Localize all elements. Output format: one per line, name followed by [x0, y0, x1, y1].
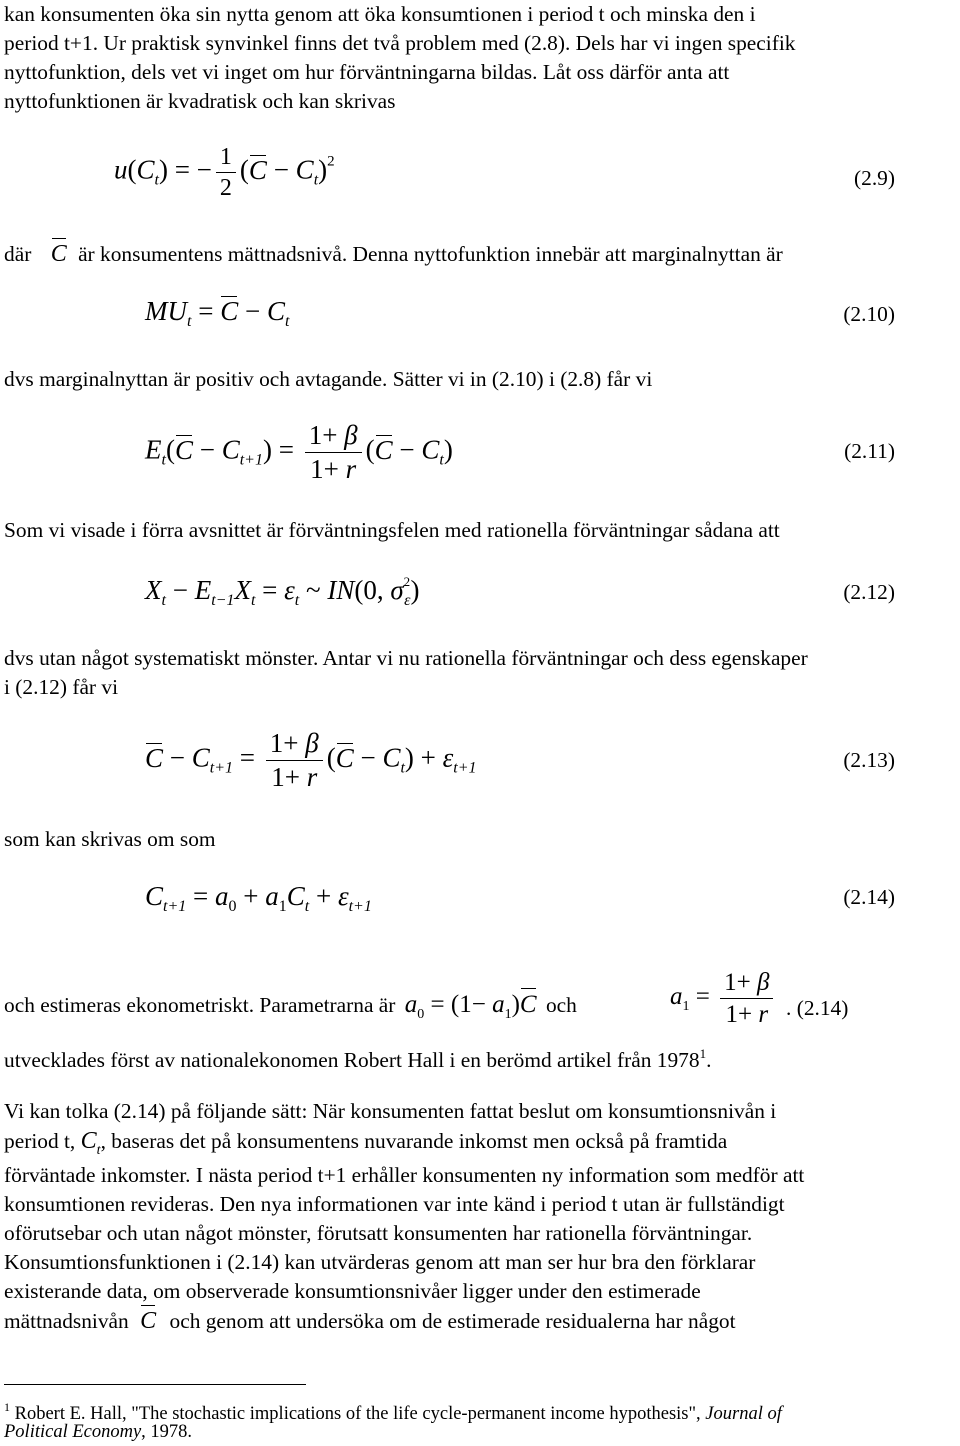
text-line: dvs marginalnyttan är positiv och avtagande. Sätter vi in (2.10) i (2.8) får vi	[4, 367, 653, 391]
text-line: nyttofunktionen är kvadratisk och kan skrivas	[4, 89, 396, 113]
text-fragment: . (2.14)	[786, 996, 849, 1020]
equation-2-14: $C_{t+1} = a_0 + a_1C_t + \varepsilon_{t+1}$	[145, 881, 372, 915]
equation-number: (2.13)	[843, 748, 895, 772]
text-fragment: mättnadsnivån	[4, 1309, 129, 1333]
footnote-text: Robert E. Hall, "The stochastic implications of the life cycle-permanent income hypothesis",	[10, 1404, 706, 1424]
equation-2-9: $u(C_t)$ = − $\frac{1}{2}$ $(C - C_t)^2$	[114, 144, 335, 201]
equation-number: (2.9)	[854, 166, 895, 190]
symbol-c-bar: C	[140, 1308, 157, 1334]
text-line: i (2.12) får vi	[4, 675, 119, 699]
inline-equation-a1: $a_1$ = $\frac{1+ \beta}{1+ r}$	[670, 970, 777, 1027]
footnote-journal: Journal of	[705, 1404, 782, 1424]
text-fragment: och estimeras ekonometriskt. Parametrarna är	[4, 993, 396, 1017]
text-fragment: utvecklades först av nationalekonomen Robert Hall i en berömd artikel från 1978	[4, 1048, 700, 1072]
equation-2-10: $MU_t = C - C_t$	[145, 296, 290, 330]
text-line: oförutsebar och utan något mönster, förutsatt konsumenten har rationella förväntningar.	[4, 1221, 753, 1245]
footnote-marker: 1	[4, 1400, 10, 1414]
text-line: Som vi visade i förra avsnittet är förväntningsfelen med rationella förväntningar sådana att	[4, 518, 780, 542]
footnote-journal: Political Economy	[4, 1422, 142, 1442]
equation-2-11: $E_t(C - C_{t+1})$ = $\frac{1+ \beta}{1+ r}$ $(C - C_t)$	[145, 420, 453, 484]
equation-number: (2.11)	[844, 439, 895, 463]
footnote-text: , 1978.	[141, 1422, 193, 1442]
text-line: Konsumtionsfunktionen i (2.14) kan utvärderas genom att man ser hur bra den förklarar	[4, 1250, 756, 1274]
footnote-separator	[4, 1384, 306, 1385]
text-fragment: period t,	[4, 1129, 76, 1153]
text-fragment: och genom att undersöka om de estimerade residualerna har något	[169, 1309, 736, 1333]
text-line: existerande data, om observerade konsumtionsnivåer ligger under den estimerade	[4, 1279, 701, 1303]
symbol-c-t: $C_t$	[80, 1128, 101, 1158]
footnote-ref: 1	[699, 1046, 707, 1061]
text-line	[4, 1127, 954, 1165]
equation-2-13: $C - C_{t+1}$ = $\frac{1+ \beta}{1+ r}$ $(C - C_t) + \varepsilon_{t+1}$	[145, 728, 477, 792]
symbol-c-bar: C	[50, 241, 67, 267]
text-line: som kan skrivas om som	[4, 827, 216, 851]
text-line: dvs utan något systematiskt mönster. Antar vi nu rationella förväntningar och dess egenskaper	[4, 646, 808, 670]
text-line: förväntade inkomster. I nästa period t+1 erhåller konsumenten ny information som medför att	[4, 1163, 805, 1187]
inline-equation-a0: $a_0 = (1- a_1)C$	[404, 991, 537, 1022]
equation-number: (2.14)	[843, 885, 895, 909]
text-fragment: är konsumentens mättnadsnivå. Denna nyttofunktion innebär att marginalnyttan är	[78, 242, 783, 266]
text-fragment: , baseras det på konsumentens nuvarande inkomst men också på framtida	[100, 1129, 728, 1153]
text-line	[4, 1039, 954, 1075]
footnote-line	[4, 1420, 954, 1444]
text-fragment: .	[706, 1048, 712, 1072]
equation-number: (2.12)	[843, 580, 895, 604]
text-line	[4, 240, 954, 269]
text-line: nyttofunktion, dels vet vi inget om hur förväntningarna bildas. Låt oss därför anta att	[4, 60, 730, 84]
equation-2-12: $X_t - E_{t-1}X_t = \varepsilon_t$ ~ IN(0, $\sigma^2_\varepsilon$)	[145, 574, 420, 609]
text-line: Vi kan tolka (2.14) på följande sätt: När konsumenten fattat beslut om konsumtionsnivån i	[4, 1099, 777, 1123]
text-line: period t+1. Ur praktisk synvinkel finns det två problem med (2.8). Dels har vi ingen specifik	[4, 31, 796, 55]
text-line	[4, 1307, 954, 1336]
text-line: konsumtionen revideras. Den nya informationen var inte känd i period t utan är fullständigt	[4, 1192, 785, 1216]
text-fragment: där	[4, 242, 32, 266]
equation-number: (2.10)	[843, 302, 895, 326]
text-fragment: och	[545, 993, 577, 1017]
text-line: kan konsumenten öka sin nytta genom att öka konsumtionen i period t och minska den i	[4, 2, 756, 26]
